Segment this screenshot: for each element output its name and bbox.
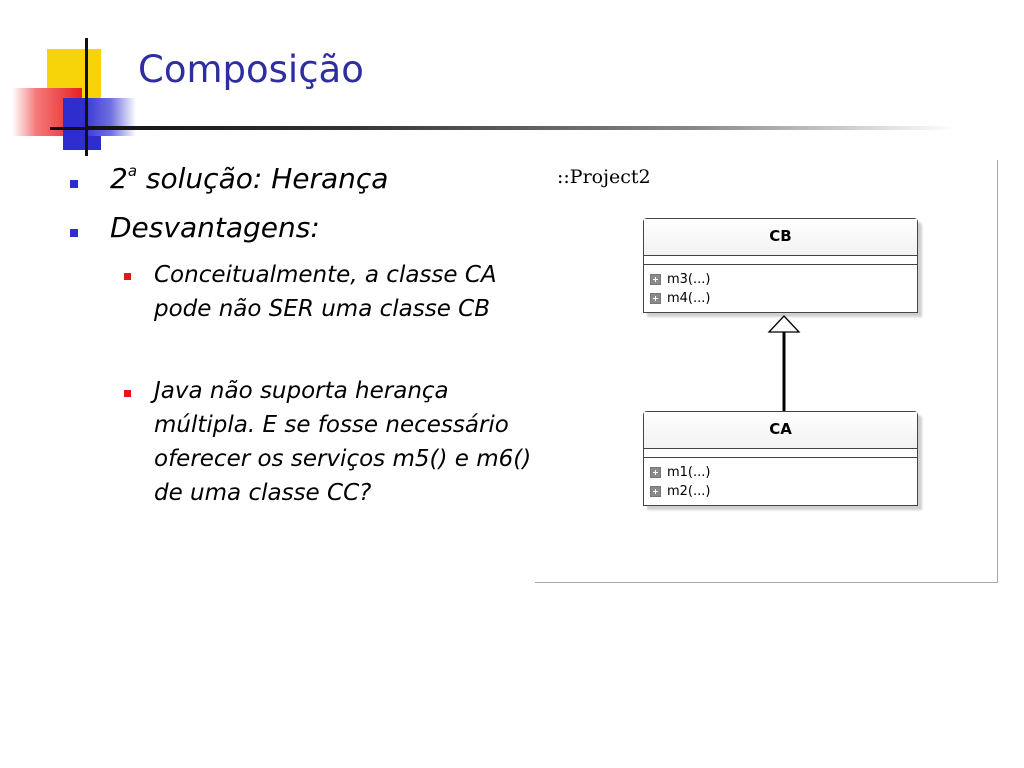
bullet-disadvantages: Desvantagens: — [110, 211, 320, 244]
operation-public-icon — [650, 293, 661, 304]
uml-operation-label: m2(...) — [667, 484, 711, 499]
uml-class-name: CB — [644, 219, 917, 256]
bullet-marker — [70, 229, 78, 237]
uml-class-name: CA — [644, 412, 917, 449]
sub-bullet-java: Java não suporta herança múltipla. E se fosse necessário oferecer os serviços m5() e m6() de uma classe CC? — [154, 378, 532, 506]
operation-public-icon — [650, 274, 661, 285]
uml-operation[interactable] — [650, 482, 917, 501]
uml-operation[interactable] — [650, 270, 917, 289]
logo-blue-fade — [86, 98, 136, 136]
logo-vertical-line — [85, 38, 88, 156]
sub-bullet-marker — [124, 390, 131, 397]
sub-bullet-marker — [124, 273, 131, 280]
sub-bullet-conceptual: Conceitualmente, a classe CA pode não SER uma classe CB — [154, 262, 497, 322]
uml-class-cb[interactable] — [643, 218, 918, 313]
operation-public-icon — [650, 467, 661, 478]
bullet-solution-text: solução: Herança — [137, 162, 389, 195]
uml-operation-label: m1(...) — [667, 465, 711, 480]
bullet-solution-number: 2 — [110, 162, 128, 195]
title-rule — [86, 126, 956, 130]
uml-operations-compartment — [644, 458, 917, 505]
bullet-solution-superscript: a — [127, 161, 138, 180]
uml-operation[interactable] — [650, 289, 917, 308]
slide-logo — [0, 0, 140, 170]
uml-operation-label: m4(...) — [667, 291, 711, 306]
operation-public-icon — [650, 486, 661, 497]
diagram-project-label: ::Project2 — [557, 166, 651, 188]
uml-attributes-compartment — [644, 449, 917, 458]
uml-operation[interactable] — [650, 463, 917, 482]
uml-operation-label: m3(...) — [667, 272, 711, 287]
uml-attributes-compartment — [644, 256, 917, 265]
uml-operations-compartment — [644, 265, 917, 312]
inheritance-arrowhead-icon — [769, 316, 799, 332]
bullet-marker — [70, 180, 78, 188]
bullet-solution — [110, 162, 388, 195]
slide-title: Composição — [138, 48, 364, 91]
uml-class-ca[interactable] — [643, 411, 918, 506]
inheritance-arrow — [760, 310, 810, 415]
